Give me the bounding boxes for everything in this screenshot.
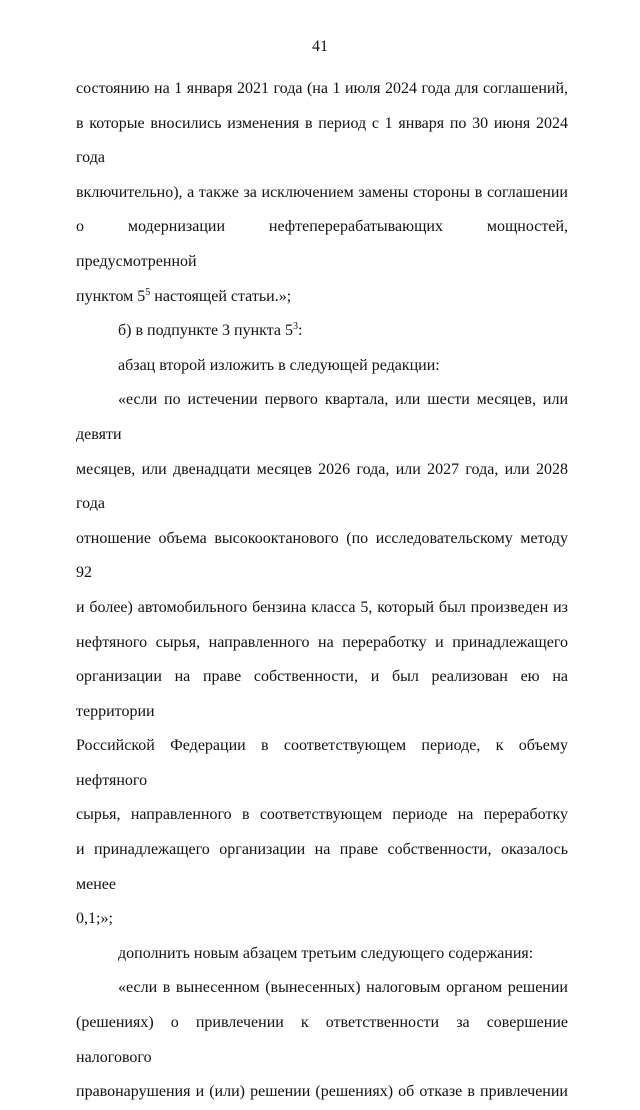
paragraph-line: [76, 280, 568, 315]
paragraph-line: нефтяного сырья, направленного на переработку и принадлежащего: [76, 633, 568, 651]
document-body: [76, 72, 568, 1110]
line-text: пунктом 5: [76, 287, 146, 305]
paragraph-line: [76, 314, 568, 349]
paragraph-line: «если по истечении первого квартала, или шести месяцев, или девяти: [76, 391, 568, 443]
paragraph-line: отношение объема высокооктанового (по исследовательскому методу 92: [76, 529, 568, 582]
paragraph-line: состоянию на 1 января 2021 года (на 1 июля 2024 года для соглашений,: [76, 80, 568, 97]
line-text: настоящей статьи.»;: [150, 287, 292, 305]
page-number: 41: [312, 38, 328, 55]
paragraph-line: «если в вынесенном (вынесенных) налоговым органом решении: [118, 979, 568, 997]
paragraph-line: абзац второй изложить в следующей редакции:: [118, 356, 440, 374]
paragraph-line: и принадлежащего организации на праве собственности, оказалось менее: [76, 841, 568, 893]
superscript: 3: [293, 321, 299, 333]
paragraph-line: (решениях) о привлечении к ответственности за совершение налогового: [76, 1014, 568, 1066]
paragraph-line: дополнить новым абзацем третьим следующего содержания:: [118, 944, 534, 962]
paragraph-line: в которые вносились изменения в период с 1 января по 30 июня 2024 года: [76, 114, 568, 167]
paragraph-line: организации на праве собственности, и был реализован ею на территории: [76, 668, 568, 720]
paragraph-line: 0,1;»;: [76, 910, 113, 928]
paragraph-line: и более) автомобильного бензина класса 5, который был произведен из: [76, 598, 568, 616]
line-text: б) в подпункте 3 пункта 5: [118, 322, 294, 340]
paragraph-line: месяцев, или двенадцати месяцев 2026 года, или 2027 года, или 2028 года: [76, 460, 568, 513]
superscript: 5: [145, 286, 151, 298]
line-text: :: [298, 322, 303, 340]
paragraph-line: о модернизации нефтеперерабатывающих мощностей, предусмотренной: [76, 218, 568, 270]
paragraph-line: Российской Федерации в соответствующем периоде, к объему нефтяного: [76, 737, 568, 789]
paragraph-line: включительно), а также за исключением замены стороны в соглашении: [76, 183, 568, 201]
paragraph-line: сырья, направленного в соответствующем периоде на переработку: [76, 806, 568, 824]
paragraph-line: правонарушения и (или) решении (решениях) об отказе в привлечении: [76, 1083, 568, 1101]
